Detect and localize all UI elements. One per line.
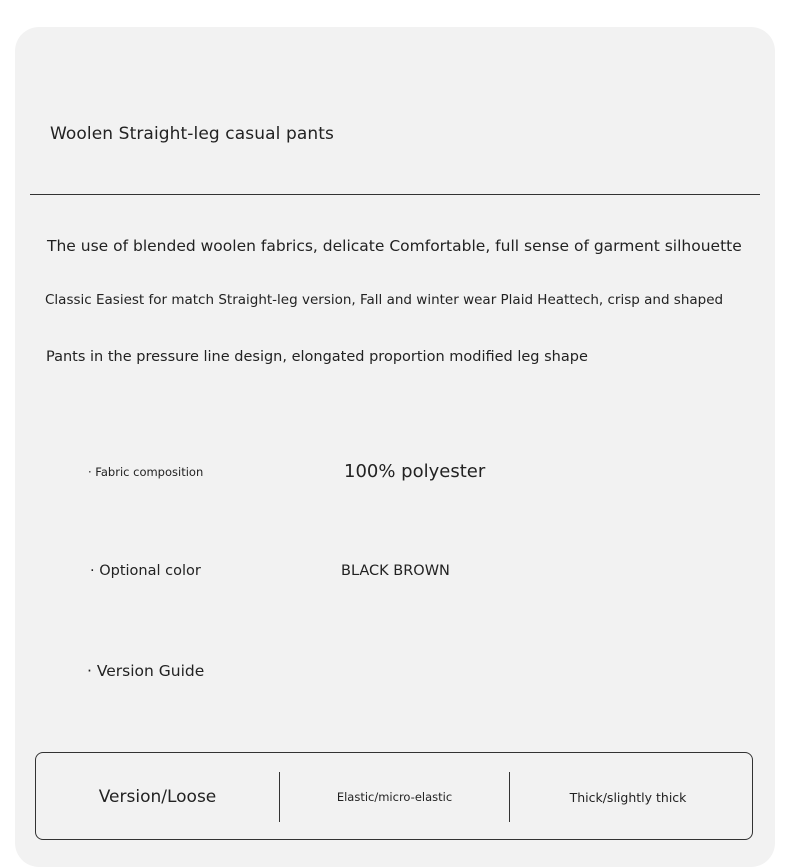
fabric-composition-label: · Fabric composition <box>88 465 204 479</box>
product-title: Woolen Straight-leg casual pants <box>50 124 334 144</box>
optional-color-value: BLACK BROWN <box>341 563 450 579</box>
product-info-card <box>15 27 775 867</box>
version-thickness-cell: Thick/slightly thick <box>569 789 687 805</box>
optional-color-label: · Optional color <box>90 563 201 579</box>
fabric-composition-value: 100% polyester <box>344 461 486 482</box>
version-fit-cell: Version/Loose <box>98 787 217 807</box>
description-line-1: The use of blended woolen fabrics, delicate Comfortable, full sense of garment silhouette <box>47 237 742 255</box>
version-elasticity-cell: Elastic/micro-elastic <box>336 790 453 804</box>
version-guide-label: · Version Guide <box>87 662 205 680</box>
description-line-2: Classic Easiest for match Straight-leg version, Fall and winter wear Plaid Heattech, crisp and shaped <box>45 292 724 308</box>
version-guide-table <box>35 752 753 840</box>
title-divider <box>30 194 760 195</box>
description-line-3: Pants in the pressure line design, elongated proportion modified leg shape <box>46 349 588 365</box>
